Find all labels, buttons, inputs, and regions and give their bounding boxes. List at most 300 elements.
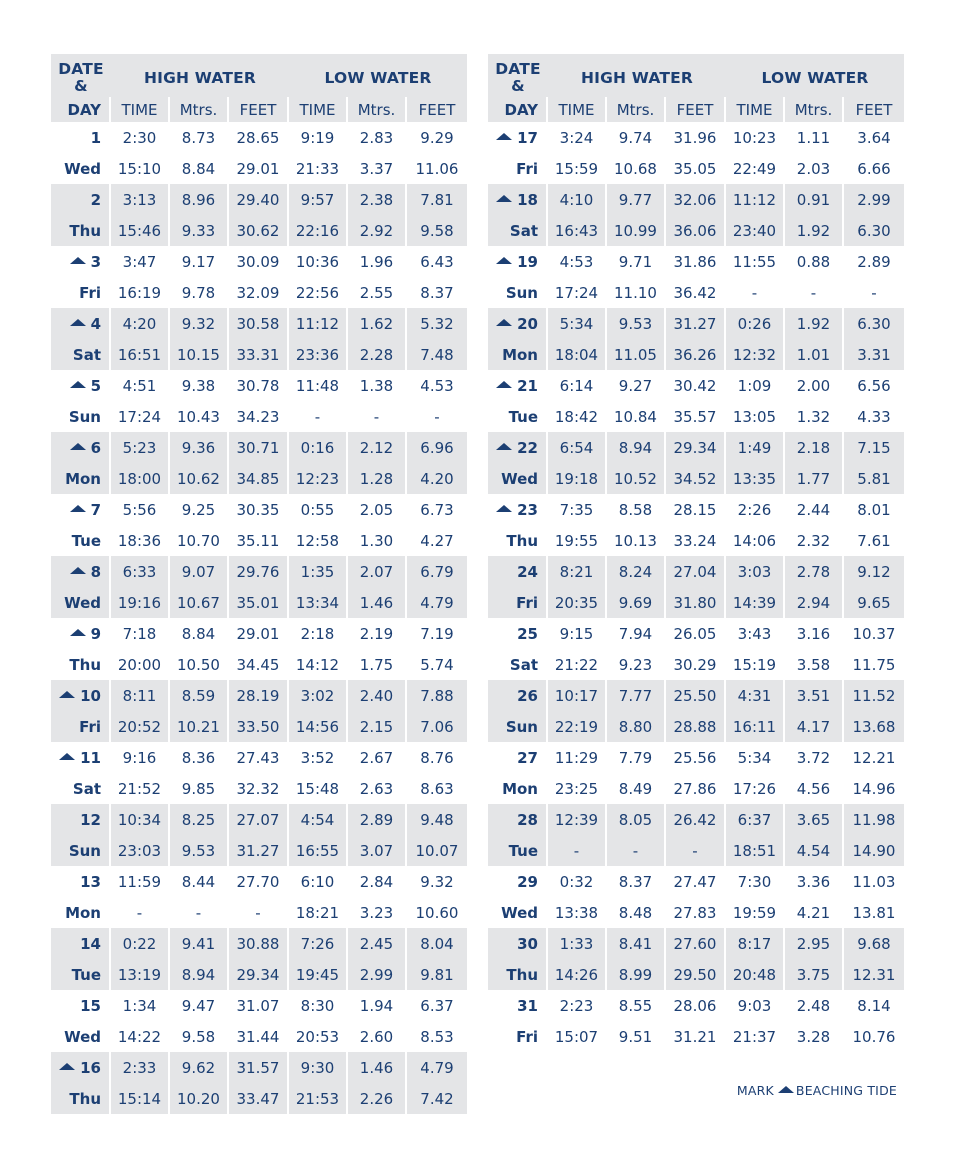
- beaching-tide-icon: [496, 133, 512, 140]
- day-group: [51, 494, 467, 556]
- date-number: 31: [517, 996, 538, 1015]
- date-cell: [51, 1052, 111, 1083]
- date-number: 23: [517, 500, 538, 519]
- lw-time-cell: 11:55: [726, 246, 785, 277]
- hw-mtrs-cell: 9.77: [607, 184, 666, 215]
- hw-mtrs-cell: 9.78: [170, 277, 229, 308]
- hw-feet-cell: 35.01: [229, 587, 289, 618]
- header-lw-time: TIME: [726, 97, 785, 122]
- lw-time-cell: 15:48: [289, 773, 348, 804]
- hw-mtrs-cell: 11.10: [607, 277, 666, 308]
- hw-feet-cell: 32.06: [666, 184, 726, 215]
- day-name: Sun: [68, 407, 101, 426]
- table-row: [51, 339, 467, 370]
- lw-mtrs-cell: 1.96: [348, 246, 407, 277]
- hw-feet-cell: 27.07: [229, 804, 289, 835]
- lw-mtrs-cell: 2.19: [348, 618, 407, 649]
- lw-time-cell: -: [726, 277, 785, 308]
- table-row: [488, 339, 904, 370]
- day-group: [51, 928, 467, 990]
- lw-mtrs-cell: 3.72: [785, 742, 844, 773]
- lw-feet-cell: 7.06: [420, 717, 454, 736]
- hw-mtrs-cell: 10.70: [170, 525, 229, 556]
- lw-time-cell: 9:57: [289, 184, 348, 215]
- hw-feet-cell: 30.62: [229, 215, 289, 246]
- table-row: [488, 463, 904, 494]
- lw-mtrs-cell: 1.77: [785, 463, 844, 494]
- date-number: 16: [80, 1058, 101, 1077]
- day-group: [51, 432, 467, 494]
- lw-time-cell: 16:55: [289, 835, 348, 866]
- day-name: Fri: [79, 283, 101, 302]
- date-number: 21: [517, 376, 538, 395]
- lw-mtrs-cell: 2.28: [348, 339, 407, 370]
- day-cell: [51, 897, 111, 928]
- day-group: [488, 432, 904, 494]
- date-cell: [51, 308, 111, 339]
- hw-feet-cell: 28.88: [666, 711, 726, 742]
- date-cell: [488, 432, 548, 463]
- header-lw-mtrs: Mtrs.: [348, 97, 407, 122]
- hw-mtrs-cell: 9.71: [607, 246, 666, 277]
- hw-mtrs-cell: 8.99: [607, 959, 666, 990]
- table-row: [488, 401, 904, 432]
- date-cell: [51, 370, 111, 401]
- date-number: 11: [80, 748, 101, 767]
- lw-mtrs-cell: 2.48: [785, 990, 844, 1021]
- hw-feet-cell: 35.57: [666, 401, 726, 432]
- hw-time-cell: 1:34: [111, 990, 170, 1021]
- header-lw-time: TIME: [289, 97, 348, 122]
- day-group: [51, 1052, 467, 1114]
- beaching-tide-icon: [70, 319, 86, 326]
- table-row: [488, 432, 904, 463]
- date-number: 2: [90, 190, 101, 209]
- hw-time-cell: 15:46: [111, 215, 170, 246]
- lw-feet-cell: 10.60: [415, 903, 459, 922]
- lw-feet-cell: 12.21: [852, 748, 896, 767]
- date-cell: [488, 990, 548, 1021]
- hw-time-cell: 23:25: [548, 773, 607, 804]
- beaching-tide-icon: [496, 505, 512, 512]
- hw-feet-cell: 34.45: [229, 649, 289, 680]
- lw-time-cell: 7:26: [289, 928, 348, 959]
- day-name: Sat: [509, 221, 538, 240]
- table-row: [488, 680, 904, 711]
- lw-mtrs-cell: 0.88: [785, 246, 844, 277]
- day-name: Tue: [508, 407, 538, 426]
- day-name: Sat: [509, 655, 538, 674]
- hw-time-cell: 12:39: [548, 804, 607, 835]
- hw-time-cell: 10:34: [111, 804, 170, 835]
- day-cell: [488, 835, 548, 866]
- date-number: 20: [517, 314, 538, 333]
- lw-mtrs-cell: 2.38: [348, 184, 407, 215]
- header-date-line2: &: [74, 76, 88, 95]
- lw-mtrs-cell: 2.32: [785, 525, 844, 556]
- header-high-water: HIGH WATER: [580, 68, 694, 87]
- table-row: [51, 990, 467, 1021]
- hw-time-cell: 2:33: [111, 1052, 170, 1083]
- lw-time-cell: 0:55: [289, 494, 348, 525]
- day-cell: [51, 835, 111, 866]
- lw-time-cell: 21:33: [289, 153, 348, 184]
- hw-mtrs-cell: 9.74: [607, 122, 666, 153]
- lw-feet-cell: 11.03: [852, 872, 896, 891]
- lw-feet-cell: 7.61: [857, 531, 891, 550]
- hw-mtrs-cell: 10.62: [170, 463, 229, 494]
- table-row: [51, 432, 467, 463]
- hw-mtrs-cell: 8.05: [607, 804, 666, 835]
- hw-time-cell: 6:33: [111, 556, 170, 587]
- hw-feet-cell: 30.71: [229, 432, 289, 463]
- date-cell: [488, 122, 548, 153]
- lw-mtrs-cell: 2.44: [785, 494, 844, 525]
- table-row: [488, 928, 904, 959]
- hw-time-cell: -: [548, 835, 607, 866]
- table-row: [51, 401, 467, 432]
- lw-feet-cell: 3.64: [857, 128, 891, 147]
- day-cell: [51, 339, 111, 370]
- lw-time-cell: 10:23: [726, 122, 785, 153]
- lw-feet-cell: 6.96: [420, 438, 454, 457]
- table-row: [488, 184, 904, 215]
- hw-time-cell: 6:54: [548, 432, 607, 463]
- day-cell: [488, 959, 548, 990]
- lw-time-cell: 8:30: [289, 990, 348, 1021]
- hw-mtrs-cell: -: [607, 835, 666, 866]
- hw-mtrs-cell: 8.80: [607, 711, 666, 742]
- hw-mtrs-cell: 8.37: [607, 866, 666, 897]
- table-row: [51, 122, 467, 153]
- day-group: [488, 866, 904, 928]
- date-cell: [488, 680, 548, 711]
- day-name: Sun: [505, 283, 538, 302]
- legend: [737, 1083, 897, 1098]
- lw-mtrs-cell: 1.62: [348, 308, 407, 339]
- hw-feet-cell: 26.05: [666, 618, 726, 649]
- hw-feet-cell: 30.88: [229, 928, 289, 959]
- lw-feet-cell: 6.79: [420, 562, 454, 581]
- lw-feet-cell: 6.30: [857, 314, 891, 333]
- hw-mtrs-cell: 10.99: [607, 215, 666, 246]
- lw-feet-cell: 9.81: [420, 965, 454, 984]
- hw-feet-cell: 34.52: [666, 463, 726, 494]
- day-name: Thu: [69, 655, 101, 674]
- hw-mtrs-cell: 9.51: [607, 1021, 666, 1052]
- hw-time-cell: 19:55: [548, 525, 607, 556]
- date-cell: [488, 184, 548, 215]
- table-row: [51, 153, 467, 184]
- lw-feet-cell: 8.53: [420, 1027, 454, 1046]
- hw-time-cell: 9:15: [548, 618, 607, 649]
- hw-mtrs-cell: 9.38: [170, 370, 229, 401]
- date-number: 4: [90, 314, 101, 333]
- day-group: [51, 680, 467, 742]
- hw-mtrs-cell: 8.59: [170, 680, 229, 711]
- lw-feet-cell: 7.81: [420, 190, 454, 209]
- day-cell: [488, 401, 548, 432]
- hw-mtrs-cell: 8.96: [170, 184, 229, 215]
- hw-time-cell: 18:04: [548, 339, 607, 370]
- table-row: [488, 804, 904, 835]
- hw-feet-cell: 30.29: [666, 649, 726, 680]
- table-row: [51, 246, 467, 277]
- hw-time-cell: 20:35: [548, 587, 607, 618]
- lw-time-cell: 3:03: [726, 556, 785, 587]
- date-number: 30: [517, 934, 538, 953]
- header-lw-mtrs: Mtrs.: [785, 97, 844, 122]
- lw-time-cell: 11:12: [289, 308, 348, 339]
- hw-mtrs-cell: 11.05: [607, 339, 666, 370]
- hw-mtrs-cell: 9.53: [170, 835, 229, 866]
- hw-time-cell: 4:10: [548, 184, 607, 215]
- date-cell: [51, 246, 111, 277]
- hw-time-cell: 1:33: [548, 928, 607, 959]
- lw-mtrs-cell: 3.37: [348, 153, 407, 184]
- hw-feet-cell: 27.86: [666, 773, 726, 804]
- lw-feet-cell: 9.12: [857, 562, 891, 581]
- lw-mtrs-cell: 2.15: [348, 711, 407, 742]
- day-name: Sat: [72, 779, 101, 798]
- lw-mtrs-cell: 2.26: [348, 1083, 407, 1114]
- table-row: [51, 184, 467, 215]
- hw-time-cell: 9:16: [111, 742, 170, 773]
- day-cell: [51, 773, 111, 804]
- tide-table-right: [488, 54, 904, 1052]
- lw-time-cell: 22:49: [726, 153, 785, 184]
- lw-time-cell: 8:17: [726, 928, 785, 959]
- table-row: [51, 1083, 467, 1114]
- date-number: 6: [90, 438, 101, 457]
- hw-time-cell: 4:53: [548, 246, 607, 277]
- header-day: DAY: [488, 97, 548, 122]
- day-cell: [51, 215, 111, 246]
- hw-feet-cell: 31.44: [229, 1021, 289, 1052]
- day-cell: [488, 153, 548, 184]
- hw-time-cell: 13:19: [111, 959, 170, 990]
- header-high-water: HIGH WATER: [143, 68, 257, 87]
- lw-time-cell: 0:26: [726, 308, 785, 339]
- hw-feet-cell: 31.80: [666, 587, 726, 618]
- lw-time-cell: 2:18: [289, 618, 348, 649]
- table-row: [51, 742, 467, 773]
- hw-mtrs-cell: 7.94: [607, 618, 666, 649]
- hw-feet-cell: 27.47: [666, 866, 726, 897]
- lw-feet-cell: 8.14: [857, 996, 891, 1015]
- lw-time-cell: 10:36: [289, 246, 348, 277]
- lw-time-cell: 14:56: [289, 711, 348, 742]
- date-cell: [488, 308, 548, 339]
- lw-feet-cell: 4.27: [420, 531, 454, 550]
- table-row: [488, 153, 904, 184]
- lw-feet-cell: 11.52: [852, 686, 896, 705]
- lw-mtrs-cell: 1.46: [348, 1052, 407, 1083]
- date-cell: [488, 370, 548, 401]
- day-cell: [51, 463, 111, 494]
- lw-feet-cell: 3.31: [857, 345, 891, 364]
- hw-time-cell: 13:38: [548, 897, 607, 928]
- hw-mtrs-cell: 10.21: [170, 711, 229, 742]
- hw-feet-cell: 29.34: [229, 959, 289, 990]
- hw-time-cell: 2:23: [548, 990, 607, 1021]
- beaching-tide-icon: [59, 1063, 75, 1070]
- date-number: 10: [80, 686, 101, 705]
- hw-mtrs-cell: 7.77: [607, 680, 666, 711]
- lw-mtrs-cell: 1.46: [348, 587, 407, 618]
- day-cell: [488, 711, 548, 742]
- table-row: [51, 1052, 467, 1083]
- table-row: [51, 370, 467, 401]
- hw-mtrs-cell: 8.55: [607, 990, 666, 1021]
- day-name: Wed: [64, 593, 101, 612]
- header-hw-mtrs: Mtrs.: [170, 97, 229, 122]
- lw-time-cell: 22:16: [289, 215, 348, 246]
- lw-mtrs-cell: 2.95: [785, 928, 844, 959]
- day-group: [488, 742, 904, 804]
- beaching-tide-icon: [70, 381, 86, 388]
- hw-time-cell: 22:19: [548, 711, 607, 742]
- lw-mtrs-cell: 1.11: [785, 122, 844, 153]
- hw-mtrs-cell: 9.23: [607, 649, 666, 680]
- day-cell: [488, 649, 548, 680]
- lw-mtrs-cell: 1.94: [348, 990, 407, 1021]
- beaching-tide-icon: [70, 629, 86, 636]
- lw-feet-cell: 6.56: [857, 376, 891, 395]
- hw-time-cell: 18:00: [111, 463, 170, 494]
- beaching-tide-icon: [496, 195, 512, 202]
- lw-mtrs-cell: 2.05: [348, 494, 407, 525]
- hw-mtrs-cell: 9.17: [170, 246, 229, 277]
- lw-feet-cell: 5.81: [857, 469, 891, 488]
- day-group: [51, 990, 467, 1052]
- lw-mtrs-cell: 1.75: [348, 649, 407, 680]
- lw-mtrs-cell: 3.75: [785, 959, 844, 990]
- table-row: [51, 959, 467, 990]
- lw-time-cell: 6:10: [289, 866, 348, 897]
- lw-time-cell: 3:02: [289, 680, 348, 711]
- lw-feet-cell: 14.96: [852, 779, 896, 798]
- day-cell: [51, 1021, 111, 1052]
- day-name: Wed: [501, 469, 538, 488]
- lw-feet-cell: 9.58: [420, 221, 454, 240]
- date-number: 26: [517, 686, 538, 705]
- lw-feet-cell: 7.48: [420, 345, 454, 364]
- date-number: 3: [90, 252, 101, 271]
- hw-feet-cell: 36.42: [666, 277, 726, 308]
- day-cell: [488, 463, 548, 494]
- lw-time-cell: 2:26: [726, 494, 785, 525]
- hw-time-cell: 19:16: [111, 587, 170, 618]
- hw-mtrs-cell: 10.84: [607, 401, 666, 432]
- day-cell: [488, 587, 548, 618]
- lw-feet-cell: 7.88: [420, 686, 454, 705]
- header-lw-feet: FEET: [855, 100, 893, 119]
- date-cell: [488, 494, 548, 525]
- date-number: 14: [80, 934, 101, 953]
- table-row: [488, 866, 904, 897]
- date-number: 12: [80, 810, 101, 829]
- hw-feet-cell: 34.85: [229, 463, 289, 494]
- lw-mtrs-cell: 1.92: [785, 215, 844, 246]
- day-cell: [51, 401, 111, 432]
- date-number: 9: [90, 624, 101, 643]
- lw-feet-cell: 2.89: [857, 252, 891, 271]
- day-group: [488, 246, 904, 308]
- lw-time-cell: 14:06: [726, 525, 785, 556]
- hw-mtrs-cell: 8.24: [607, 556, 666, 587]
- day-name: Mon: [65, 903, 101, 922]
- hw-mtrs-cell: 9.36: [170, 432, 229, 463]
- day-cell: [488, 897, 548, 928]
- hw-mtrs-cell: 10.43: [170, 401, 229, 432]
- day-group: [51, 370, 467, 432]
- table-row: [488, 990, 904, 1021]
- hw-feet-cell: 33.31: [229, 339, 289, 370]
- lw-feet-cell: 7.15: [857, 438, 891, 457]
- lw-time-cell: 7:30: [726, 866, 785, 897]
- hw-feet-cell: 29.34: [666, 432, 726, 463]
- lw-feet-cell: 6.66: [857, 159, 891, 178]
- lw-feet-cell: 14.90: [852, 841, 896, 860]
- day-group: [488, 990, 904, 1052]
- hw-time-cell: -: [111, 897, 170, 928]
- day-group: [51, 122, 467, 184]
- lw-feet-cell: 7.42: [420, 1089, 454, 1108]
- hw-mtrs-cell: 9.47: [170, 990, 229, 1021]
- day-name: Mon: [502, 345, 538, 364]
- table-row: [488, 215, 904, 246]
- beaching-tide-icon: [70, 443, 86, 450]
- lw-mtrs-cell: 2.67: [348, 742, 407, 773]
- date-number: 5: [90, 376, 101, 395]
- table-row: [488, 897, 904, 928]
- header-day: DAY: [51, 97, 111, 122]
- date-cell: [488, 618, 548, 649]
- date-cell: [488, 742, 548, 773]
- lw-time-cell: 20:53: [289, 1021, 348, 1052]
- date-number: 22: [517, 438, 538, 457]
- lw-feet-cell: 12.31: [852, 965, 896, 984]
- lw-time-cell: 19:45: [289, 959, 348, 990]
- day-group: [51, 618, 467, 680]
- hw-feet-cell: 28.19: [229, 680, 289, 711]
- day-group: [488, 370, 904, 432]
- lw-feet-cell: 8.37: [420, 283, 454, 302]
- lw-time-cell: 5:34: [726, 742, 785, 773]
- hw-feet-cell: 29.76: [229, 556, 289, 587]
- date-cell: [51, 866, 111, 897]
- lw-feet-cell: 5.32: [420, 314, 454, 333]
- hw-mtrs-cell: 9.85: [170, 773, 229, 804]
- lw-mtrs-cell: 3.07: [348, 835, 407, 866]
- hw-feet-cell: 31.21: [666, 1021, 726, 1052]
- hw-time-cell: 21:22: [548, 649, 607, 680]
- lw-time-cell: 11:48: [289, 370, 348, 401]
- header-date-line1: DATE: [495, 59, 541, 78]
- lw-feet-cell: 9.29: [420, 128, 454, 147]
- lw-mtrs-cell: 1.92: [785, 308, 844, 339]
- lw-time-cell: 1:49: [726, 432, 785, 463]
- lw-mtrs-cell: 2.94: [785, 587, 844, 618]
- lw-feet-cell: 9.68: [857, 934, 891, 953]
- lw-time-cell: 13:35: [726, 463, 785, 494]
- lw-feet-cell: 4.79: [420, 1058, 454, 1077]
- lw-mtrs-cell: 2.63: [348, 773, 407, 804]
- hw-mtrs-cell: 9.27: [607, 370, 666, 401]
- day-group: [51, 556, 467, 618]
- day-group: [488, 556, 904, 618]
